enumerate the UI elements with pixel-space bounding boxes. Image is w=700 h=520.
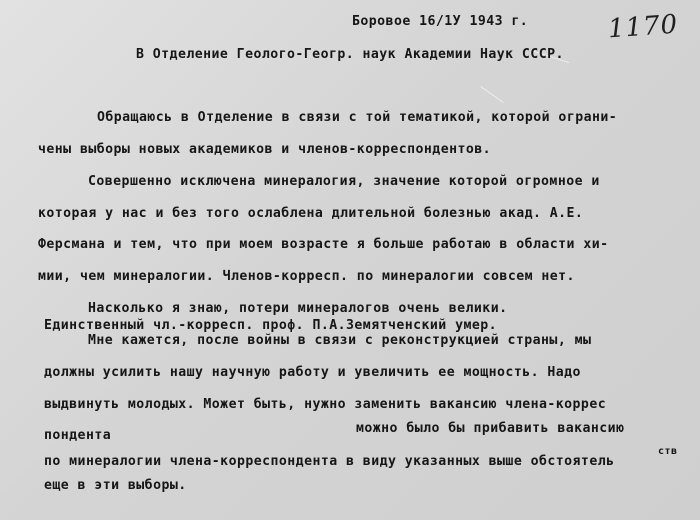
text-line: Обращаюсь в Отделение в связи с той тематикой, которой ограни- bbox=[97, 110, 618, 125]
text-line: должны усилить нашу научную работу и увеличить ее мощность. Надо bbox=[44, 365, 581, 380]
date-line: Боровое 16/1У 1943 г. bbox=[352, 14, 529, 29]
address-line: В Отделение Геолого-Геогр. наук Академии Наук СССР. bbox=[136, 47, 564, 62]
text-line: Ферсмана и тем, что при моем возрасте я больше работаю в области хи- bbox=[38, 237, 609, 252]
text-line: по минералогии члена-корреспондента в виду указанных выше обстоятель bbox=[44, 454, 615, 469]
text-line: пондента bbox=[44, 428, 112, 443]
text-line-overflow: ств bbox=[658, 446, 678, 457]
text-line: Совершенно исключена минералогия, значение которой огромное и bbox=[88, 174, 600, 189]
text-line: чены выборы новых академиков и членов-корреспондентов. bbox=[38, 142, 492, 157]
text-line: которая у нас и без того ослаблена длительной болезнью акад. А.Е. bbox=[38, 206, 584, 221]
text-line: Единственный чл.-корресп. проф. П.А.Земятченский умер. bbox=[44, 318, 498, 333]
text-line: выдвинуть молодых. Может быть, нужно заменить вакансию члена-коррес bbox=[44, 397, 607, 412]
text-line: еще в эти выборы. bbox=[44, 478, 187, 493]
handwritten-page-number: 1170 bbox=[606, 9, 679, 45]
paper-scratch bbox=[480, 86, 504, 103]
inserted-text-line: можно было бы прибавить вакансию bbox=[356, 421, 625, 436]
text-line: Насколько я знаю, потери минералогов очень велики. bbox=[88, 301, 508, 316]
text-line: Мне кажется, после войны в связи с реконструкцией страны, мы bbox=[88, 333, 592, 348]
text-line: мии, чем минералогии. Членов-корресп. по минералогии совсем нет. bbox=[38, 269, 575, 284]
